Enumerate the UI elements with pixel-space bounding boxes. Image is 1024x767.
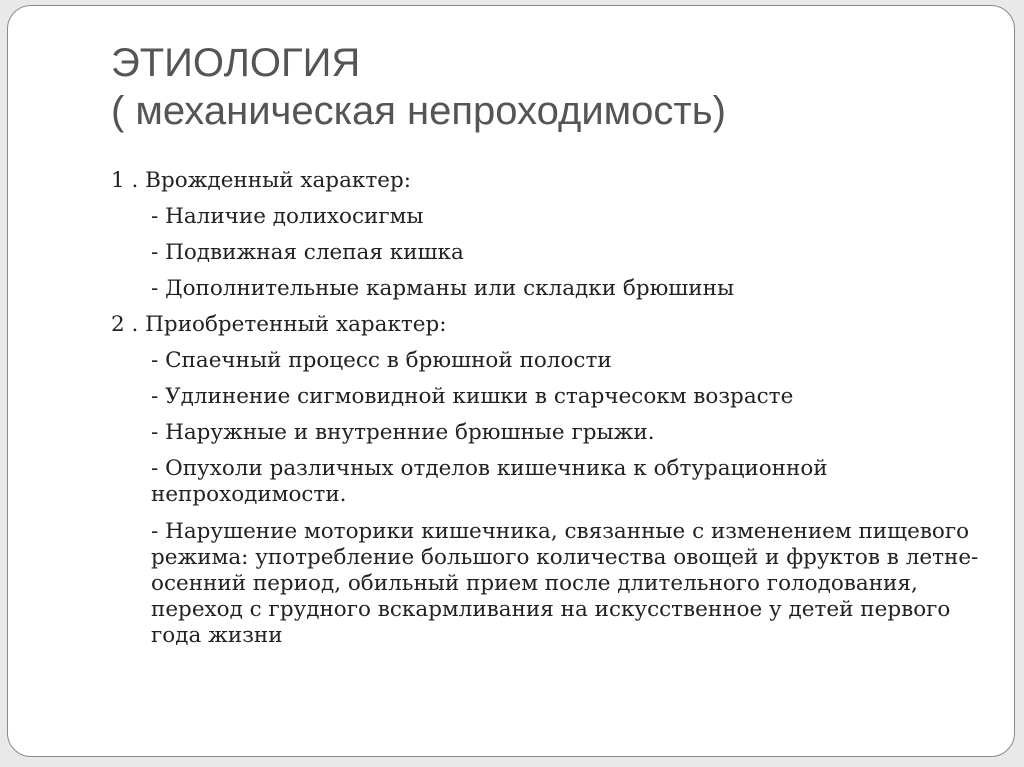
item-tumors: - Опухоли различных отделов кишечника к обтурационной непроходимости.: [151, 456, 828, 507]
slide-title: [111, 39, 726, 135]
title-line-1: ЭТИОЛОГИЯ: [111, 41, 361, 85]
item-congenital-heading: 1 . Врожденный характер:: [111, 168, 411, 193]
title-line-2: ( механическая непроходимость): [111, 89, 726, 133]
item-sigmoid-elongation: - Удлинение сигмовидной кишки в старчесокм возрасте: [151, 384, 794, 409]
item-dolichosigma: - Наличие долихосигмы: [151, 204, 424, 229]
item-hernias: - Наружные и внутренние брюшные грыжи.: [151, 420, 655, 445]
item-mobile-cecum: - Подвижная слепая кишка: [151, 240, 464, 265]
item-motility: - Нарушение моторики кишечника, связанные с изменением пищевого режима: употребление большого количества овощей и фруктов в летне-осенний период, обильный прием после длительного голодования, переход с грудного вскармливания на искусственное у детей первого года жизни: [151, 519, 979, 648]
slide-content: [111, 168, 981, 660]
slide: [7, 5, 1015, 757]
item-adhesions: - Спаечный процесс в брюшной полости: [151, 348, 612, 373]
item-peritoneal-pockets: - Дополнительные карманы или складки брюшины: [151, 276, 735, 301]
item-acquired-heading: 2 . Приобретенный характер:: [111, 312, 447, 337]
